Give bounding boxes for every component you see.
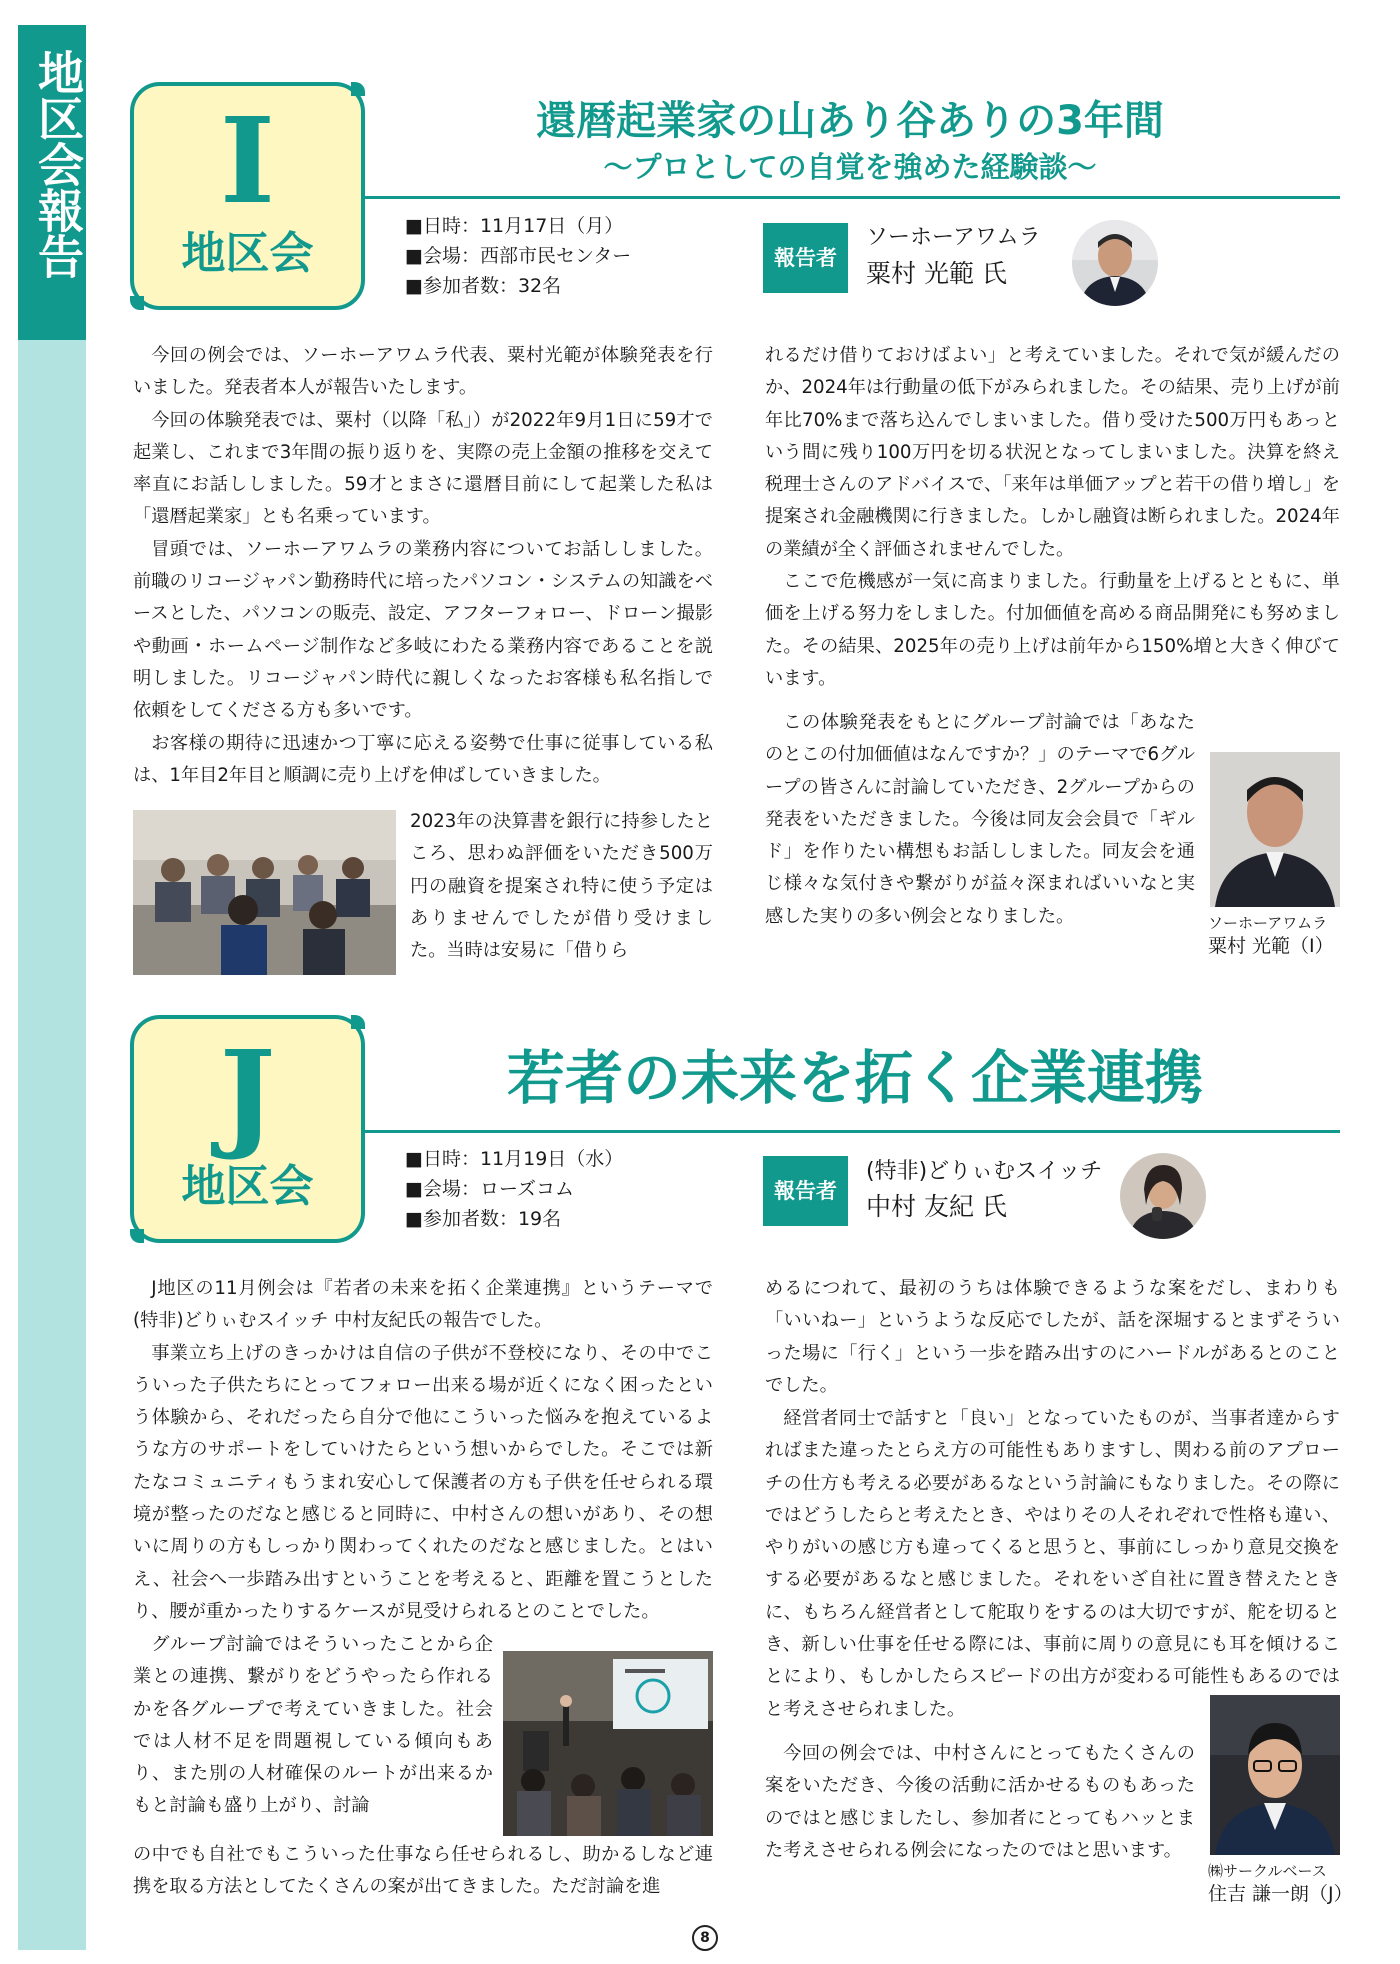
section-i-letter: I	[219, 91, 276, 230]
speaker-photo-j	[1210, 1695, 1340, 1855]
reporter-name: 粟村 光範 氏	[866, 259, 1007, 288]
paragraph: 2023年の決算書を銀行に持参したところ、思わぬ評価をいただき500万円の融資を提案され特に使う予定はありませんでしたが借り受けました。当時は安易に「借りら	[410, 811, 713, 962]
section-j-right-column	[765, 1273, 1340, 1402]
section-i-badge	[130, 82, 365, 310]
section-i-meta	[405, 211, 631, 301]
meeting-photo-j	[503, 1651, 713, 1836]
meta-venue: ■会場：ローズコム	[405, 1178, 575, 1200]
speaker-photo-i	[1210, 752, 1340, 907]
side-title-block	[18, 25, 86, 340]
photo-caption-name: 粟村 光範（I）	[1208, 935, 1334, 957]
reporter-company: ソーホーアワムラ	[866, 225, 1041, 250]
section-j-left-wrap	[133, 1629, 493, 1823]
paragraph: J地区の11月例会は『若者の未来を拓く企業連携』というテーマで(特非)どりぃむスイッチ 中村友紀氏の報告でした。	[133, 1278, 713, 1332]
reporter-company: (特非)どりぃむスイッチ	[866, 1159, 1103, 1184]
meta-venue: ■会場：西部市民センター	[405, 245, 632, 267]
paragraph: の中でも自社でもこういった仕事なら任せられるし、助かるしなど連携を取る方法としてたくさんの案が出てきました。ただ討論を進	[133, 1844, 713, 1898]
section-i-right-column	[765, 340, 1340, 695]
paragraph: グループ討論ではそういったことから企業との連携、繋がりをどうやったら作れるかを各グループで考えていきました。社会では人材不足を問題視している傾向もあり、また別の人材確保のルートが出来るかもと討論も盛り上がり、討論	[133, 1634, 493, 1817]
photo-caption-company: ソーホーアワムラ	[1208, 914, 1328, 932]
paragraph: 今回の例会では、ソーホーアワムラ代表、粟村光範が体験発表を行いました。発表者本人が報告いたします。	[133, 345, 713, 399]
meta-attendance: ■参加者数：32名	[405, 275, 562, 297]
paragraph: 経営者同士で話すと「良い」となっていたものが、当事者達からすればまた違ったとらえ方の可能性もありますし、関わる前のアプローチの仕方も考える必要があるなという討論にもなりました。その際にではどうしたらと考えたとき、やはりその人それぞれで性格も違い、やりがいの感じ方も違ってくると思うと、事前にしっかり意見交換をする必要があるなと感じました。それをいざ自社に置き替えたときに、もちろん経営者として舵取りをするのは大切ですが、舵を切るとき、新しい仕事を任せる際には、事前に周りの意見にも耳を傾けることにより、もしかしたらスピードの出方が変わる可能性もあるのではと考えさせられました。	[765, 1408, 1340, 1720]
section-j-letter: J	[219, 1024, 276, 1163]
meta-attendance: ■参加者数：19名	[405, 1208, 562, 1230]
section-i-rule	[365, 196, 1340, 199]
meta-date: ■日時：11月17日（月）	[405, 215, 624, 237]
section-j-rule	[365, 1130, 1340, 1133]
paragraph: お客様の期待に迅速かつ丁寧に応える姿勢で仕事に従事している私は、1年目2年目と順調に売り上げを伸ばしていきました。	[133, 732, 713, 786]
photo-caption-name: 住吉 謙一朗（J）	[1208, 1883, 1353, 1905]
paragraph: れるだけ借りておけばよい」と考えていました。それで気が緩んだのか、2024年は行動量の低下がみられました。その結果、売り上げが前年比70%まで落ち込んでしまいました。借り受けた500万円もあっという間に残り100万円を切る状況となってしまいました。決算を終え税理士さんのアドバイスで、「来年は単価アップと若干の借り増し」を提案され金融機関に行きました。しかし融資は断られました。2024年の業績が全く評価されませんでした。	[765, 345, 1340, 560]
reporter-avatar	[1072, 220, 1158, 306]
reporter-badge: 報告者	[763, 1156, 848, 1226]
photo-caption-company: ㈱サークルベース	[1208, 1862, 1327, 1880]
side-title: 地区会報告	[31, 49, 85, 279]
section-j-meta	[405, 1144, 623, 1234]
section-j-left-column	[133, 1273, 713, 1628]
reporter-badge: 報告者	[763, 223, 848, 293]
paragraph: 今回の例会では、中村さんにとってもたくさんの案をいただき、今後の活動に活かせるものもあったのではと感じましたし、参加者にとってもハッとまた考えさせられる例会になったのではと思います。	[765, 1743, 1195, 1861]
section-i-subtitle: ～プロとしての自覚を強めた経験談～	[603, 150, 1097, 184]
section-i-title: 還暦起業家の山あり谷ありの3年間	[536, 98, 1164, 144]
meeting-photo-i	[133, 810, 396, 975]
reporter-avatar	[1120, 1153, 1206, 1239]
paragraph: 冒頭では、ソーホーアワムラの業務内容についてお話ししました。前職のリコージャパン勤務時代に培ったパソコン・システムの知識をベースとした、パソコンの販売、設定、アフターフォロー、ドローン撮影や動画・ホームページ制作など多岐にわたる業務内容であることを説明しました。リコージャパン時代に親しくなったお客様も私名指しで依頼をしてくださる方も多いです。	[133, 538, 713, 722]
section-j-title: 若者の未来を拓く企業連携	[506, 1044, 1203, 1112]
section-j-right-column-2	[765, 1403, 1340, 1726]
section-i-left-wrap	[410, 806, 713, 967]
section-j-badge	[130, 1015, 365, 1243]
section-j-right-wrap	[765, 1738, 1195, 1867]
section-i-right-wrap	[765, 707, 1195, 933]
paragraph: ここで危機感が一気に高まりました。行動量を上げるとともに、単価を上げる努力をしました。付加価値を高める商品開発にも努めました。その結果、2025年の売り上げは前年から150%増と大きく伸びています。	[765, 571, 1340, 689]
section-i-label: 地区会	[181, 228, 314, 279]
page-number: 8	[692, 1925, 718, 1951]
meta-date: ■日時：11月19日（水）	[405, 1148, 624, 1170]
paragraph: めるにつれて、最初のうちは体験できるような案をだし、まわりも「いいねー」というような反応でしたが、話を深堀するとまずそういった場に「行く」という一歩を踏み出すのにハードルがあるとのことでした。	[765, 1278, 1340, 1396]
section-j-left-tail	[133, 1839, 713, 1904]
reporter-name: 中村 友紀 氏	[866, 1192, 1007, 1221]
section-j-label: 地区会	[181, 1161, 314, 1212]
paragraph: この体験発表をもとにグループ討論では「あなたのとこの付加価値はなんですか？」のテーマで6グループの皆さんに討論していただき、2グループからの発表をいただきました。今後は同友会会員で「ギルド」を作りたい構想もお話ししました。同友会を通じ様々な気付きや繋がりが益々深まればいいなと実感した実りの多い例会となりました。	[765, 712, 1195, 927]
section-i-left-column	[133, 340, 713, 792]
paragraph: 事業立ち上げのきっかけは自信の子供が不登校になり、その中でこういった子供たちにとってフォロー出来る場が近くになく困ったという体験から、それだったら自分で他にこういった悩みを抱えているような方のサポートをしていけたらという想いからでした。そこでは新たなコミュニティもうまれ安心して保護者の方も子供を任せられる環境が整ったのだなと感じると同時に、中村さんの想いがあり、その想いに周りの方もしっかり関わってくれたのだなと感じました。とはいえ、社会へ一歩踏み出すということを考えると、距離を置こうとしたり、腰が重かったりするケースが見受けられるとのことでした。	[133, 1342, 713, 1622]
paragraph: 今回の体験発表では、粟村（以降「私」）が2022年9月1日に59才で起業し、これまで3年間の振り返りを、実際の売上金額の推移を交えて率直にお話ししました。59才とまさに還暦目前にして起業した私は「還暦起業家」とも名乗っています。	[133, 409, 713, 528]
